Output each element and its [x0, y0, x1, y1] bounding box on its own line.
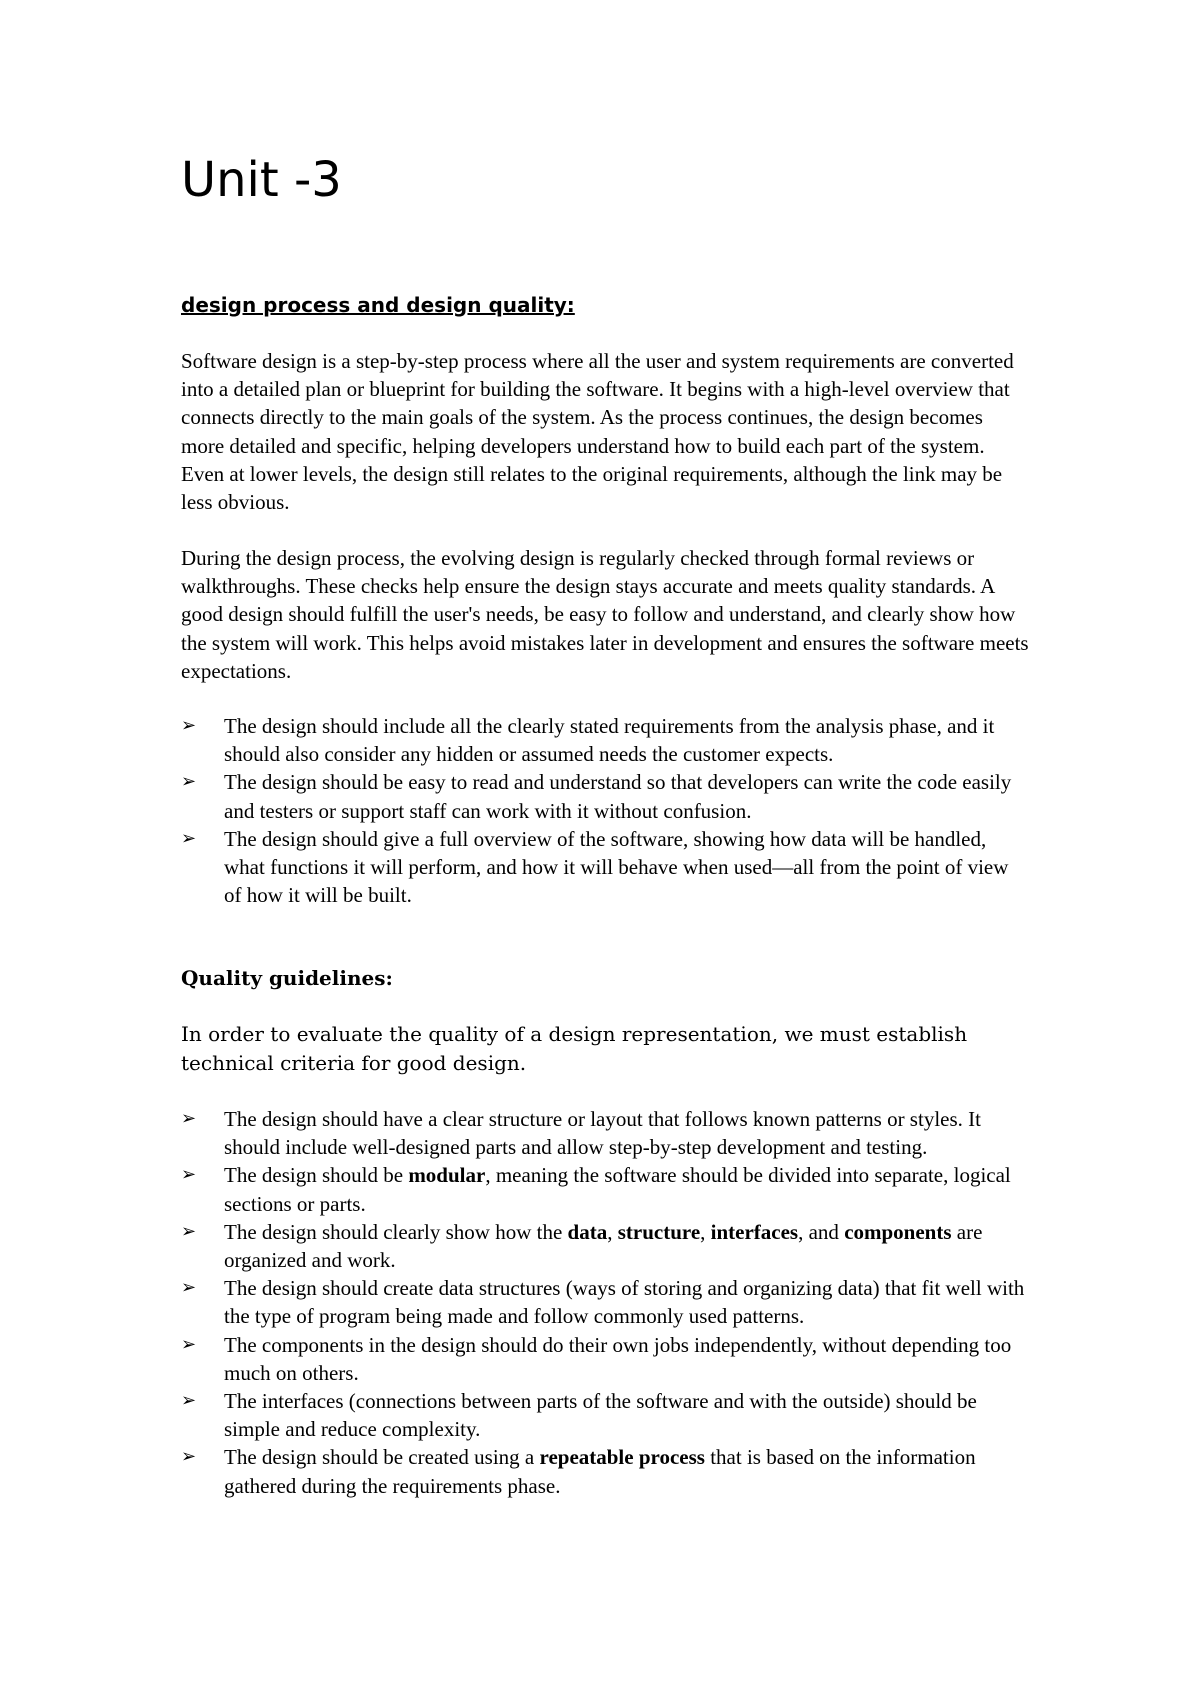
list-item: [181, 1274, 1031, 1330]
list-item-text: The design should have a clear structure or layout that follows known patterns or styles. It should include well-designed parts and allow step-by-step development and testing.: [224, 1107, 981, 1160]
paragraph-intro: Software design is a step-by-step process where all the user and system requirements are converted into a detailed plan or blueprint for building the software. It begins with a high-level overview that connects directly to the main goals of the system. As the process continues, the design becomes more detailed and specific, helping developers understand how to build each part of the system. Even at lower levels, the design still relates to the original requirements, although the link may be less obvious.: [181, 349, 1014, 515]
list-item-text-segment: , meaning the software should be divided into separate, logical sections or parts.: [224, 1163, 1011, 1216]
arrow-bullet-icon: ➢: [181, 1220, 197, 1242]
arrow-bullet-icon: ➢: [181, 1108, 197, 1129]
design-requirements-list: [181, 712, 1031, 909]
bold-term: components: [844, 1219, 952, 1244]
list-item-text-segment: ,: [607, 1219, 618, 1244]
bold-term: repeatable process: [539, 1445, 705, 1470]
list-item: [181, 1218, 1031, 1274]
arrow-bullet-icon: ➢: [181, 827, 197, 849]
page-title: Unit -3: [181, 152, 342, 208]
list-item-text: The design should create data structures (ways of storing and organizing data) that fit well with the type of program being made and follow commonly used patterns.: [224, 1276, 1025, 1329]
bold-term: interfaces: [710, 1219, 799, 1244]
paragraph-review: During the design process, the evolving design is regularly checked through formal reviews or walkthroughs. These checks help ensure the design stays accurate and meets quality standards. A good design should fulfill the user's needs, be easy to follow and understand, and clearly show how the system will work. This helps avoid mistakes later in development and ensures the software meets expectations.: [181, 546, 1029, 683]
arrow-bullet-icon: ➢: [181, 1164, 197, 1186]
arrow-bullet-icon: ➢: [181, 1446, 197, 1468]
list-item-text: The design should include all the clearly stated requirements from the analysis phase, and it should also consider any hidden or assumed needs the customer expects.: [224, 714, 995, 767]
quality-guidelines-list: [181, 1105, 1031, 1500]
bold-term: modular: [408, 1163, 486, 1188]
quality-guidelines-heading: Quality guidelines:: [181, 966, 393, 990]
list-item-text: The design should give a full overview of the software, showing how data will be handled, what functions it will perform, and how it will behave when used—all from the point of view of how it will be built.: [224, 826, 1009, 908]
list-item-text-segment: The design should clearly show how the: [224, 1219, 568, 1244]
arrow-bullet-icon: ➢: [181, 771, 197, 793]
list-item-text-segment: that is based on the information gathered during the requirements phase.: [224, 1445, 976, 1498]
list-item-text: [224, 1220, 982, 1272]
arrow-bullet-icon: ➢: [181, 1390, 197, 1412]
list-item-text: [224, 1163, 1011, 1215]
arrow-bullet-icon: ➢: [181, 715, 197, 736]
list-item: [181, 1161, 1031, 1217]
list-item-text: The design should be easy to read and understand so that developers can write the code easily and testers or support staff can work with it without confusion.: [224, 770, 1012, 823]
list-item-text-segment: are organized and work.: [224, 1219, 983, 1273]
list-item-text-segment: , and: [798, 1219, 845, 1244]
list-item: [181, 1105, 1031, 1161]
list-item-text: [224, 1445, 976, 1497]
list-item: [181, 1387, 1031, 1443]
list-item-text-segment: The design should be: [224, 1163, 409, 1188]
list-item: [181, 712, 1031, 768]
list-item-text-segment: ,: [700, 1219, 711, 1244]
arrow-bullet-icon: ➢: [181, 1277, 197, 1299]
list-item: [181, 1443, 1031, 1499]
bold-term: structure: [617, 1219, 701, 1244]
list-item-text-segment: The design should be created using a: [224, 1445, 540, 1470]
quality-intro-paragraph: In order to evaluate the quality of a design representation, we must establish technical criteria for good design.: [181, 1022, 968, 1075]
list-item-text: The components in the design should do their own jobs independently, without depending too much on others.: [224, 1332, 1012, 1385]
list-item: [181, 1331, 1031, 1387]
list-item: [181, 825, 1031, 910]
bold-term: data: [567, 1219, 608, 1244]
list-item-text: The interfaces (connections between parts of the software and with the outside) should be simple and reduce complexity.: [224, 1389, 977, 1442]
arrow-bullet-icon: ➢: [181, 1333, 197, 1355]
list-item: [181, 768, 1031, 824]
section-heading: design process and design quality:: [181, 293, 575, 317]
